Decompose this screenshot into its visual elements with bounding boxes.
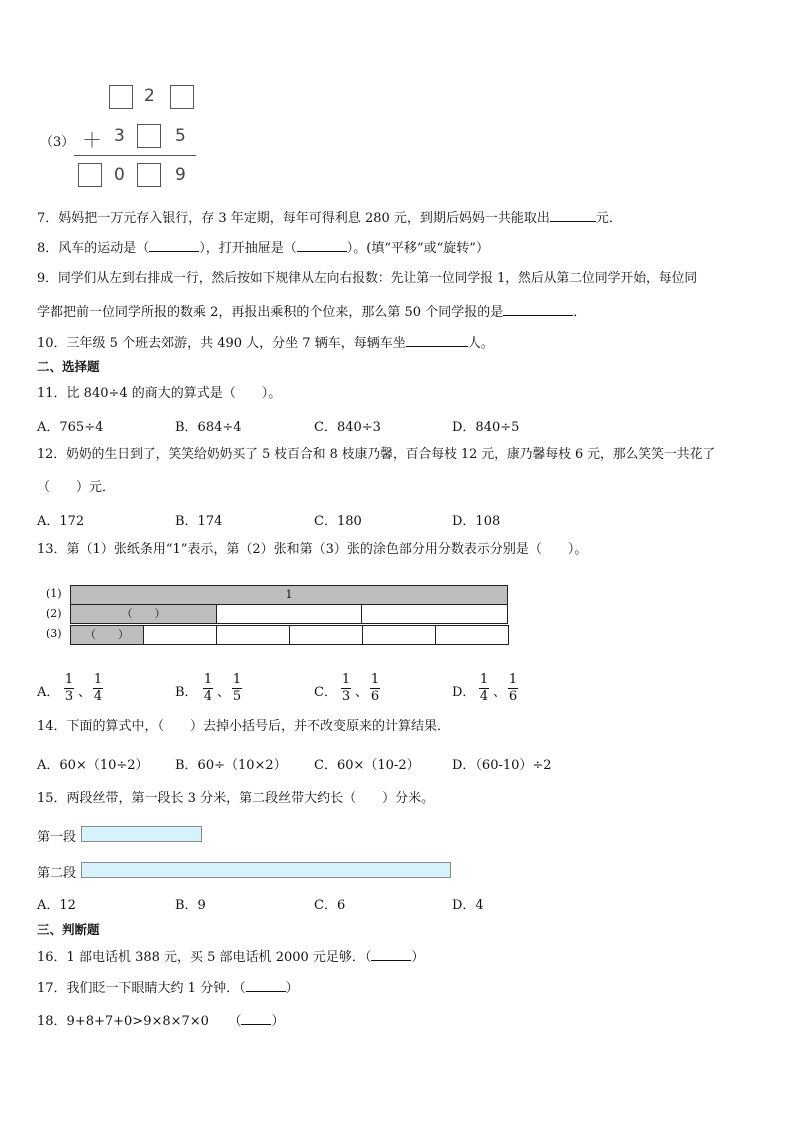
question-12-line1: 12．奶奶的生日到了，笑笑给奶奶买了 5 枝百合和 8 枝康乃馨，百合每枝 12 元，康乃馨每枝 6 元，那么笑笑一共花了 bbox=[37, 447, 716, 462]
strip-label: (3) bbox=[46, 627, 62, 640]
answer-blank[interactable] bbox=[550, 207, 596, 222]
option-b[interactable]: B．60÷（10×2） bbox=[175, 758, 287, 773]
strip-2 bbox=[70, 604, 507, 622]
digit: 9 bbox=[175, 165, 186, 185]
strip-3 bbox=[70, 625, 508, 643]
strip-cell bbox=[216, 625, 290, 645]
strip-cell bbox=[289, 625, 363, 645]
question-16: 16．1 部电话机 388 元，买 5 部电话机 2000 元足够．（ ） bbox=[37, 946, 424, 967]
strip-label: (1) bbox=[46, 587, 62, 600]
fraction: 1 3 bbox=[341, 672, 351, 704]
blank-box[interactable] bbox=[109, 85, 133, 109]
option-d[interactable]: D．（60-10）÷2 bbox=[452, 758, 552, 773]
strip-cell bbox=[435, 625, 509, 645]
answer-blank[interactable] bbox=[246, 977, 286, 992]
digit: 2 bbox=[144, 86, 155, 106]
option-a[interactable]: A．172 bbox=[37, 514, 85, 529]
question-11: 11．比 840÷4 的商大的算式是（ ）。 bbox=[37, 386, 282, 401]
blank-box[interactable] bbox=[137, 124, 161, 148]
strip-cell: 1 bbox=[70, 585, 508, 605]
plus-sign: ＋ bbox=[82, 128, 102, 152]
fraction: 1 4 bbox=[93, 672, 103, 704]
fraction: 1 4 bbox=[479, 672, 489, 704]
option-b[interactable]: B．174 bbox=[175, 514, 223, 529]
question-8: 8．风车的运动是（ ），打开抽屉是（ ）。(填“平移”或“旋转”） bbox=[37, 237, 489, 258]
section-heading: 三、判断题 bbox=[37, 922, 100, 937]
answer-blank[interactable] bbox=[406, 332, 468, 347]
answer-blank[interactable] bbox=[241, 1010, 271, 1025]
option-c[interactable]: C．180 bbox=[314, 514, 362, 529]
ribbon-2 bbox=[81, 862, 451, 878]
section-heading: 二、选择题 bbox=[37, 359, 100, 374]
strip-cell bbox=[362, 625, 436, 645]
blank-box[interactable] bbox=[170, 85, 194, 109]
question-9-line2: 学都把前一位同学所报的数乘 2，再报出乘积的个位来，那么第 50 个同学报的是 ． bbox=[37, 301, 586, 322]
fraction: 1 6 bbox=[370, 672, 380, 704]
question-14: 14．下面的算式中，（ ）去掉小括号后，并不改变原来的计算结果． bbox=[37, 719, 451, 734]
segment-label: 第二段 bbox=[37, 866, 77, 881]
strip-cell: （ ） bbox=[70, 625, 144, 645]
digit: 3 bbox=[114, 126, 125, 146]
strip-1 bbox=[70, 585, 507, 603]
strip-cell bbox=[361, 604, 508, 624]
option-a[interactable]: A．60×（10÷2） bbox=[37, 758, 149, 773]
question-7: 7．妈妈把一万元存入银行，存 3 年定期，每年可得利息 280 元，到期后妈妈一共能取出 元． bbox=[37, 207, 622, 228]
option-d[interactable]: D．840÷5 bbox=[452, 420, 520, 435]
option-c[interactable]: C．6 bbox=[314, 898, 346, 913]
answer-blank[interactable] bbox=[297, 237, 347, 252]
option-b[interactable]: B．9 bbox=[175, 898, 206, 913]
option-c[interactable]: C．60×（10-2） bbox=[314, 758, 420, 773]
strip-cell: （ ） bbox=[70, 604, 217, 624]
fraction: 1 4 bbox=[203, 672, 213, 704]
option-a[interactable]: A．765÷4 bbox=[37, 420, 104, 435]
question-12-line2: （ ）元． bbox=[37, 480, 116, 495]
option-c[interactable]: C．840÷3 bbox=[314, 420, 381, 435]
question-9-line1: 9．同学们从左到右排成一行，然后按如下规律从左向右报数：先让第一位同学报 1，然后从第二位同学开始，每位同 bbox=[37, 271, 698, 286]
problem-label: （3） bbox=[40, 135, 75, 150]
answer-blank[interactable] bbox=[371, 946, 411, 961]
strip-cell bbox=[143, 625, 217, 645]
option-d[interactable]: D．108 bbox=[452, 514, 501, 529]
sum-line bbox=[74, 155, 196, 156]
strip-label: (2) bbox=[46, 607, 62, 620]
option-b[interactable]: B．684÷4 bbox=[175, 420, 242, 435]
segment-label: 第一段 bbox=[37, 830, 77, 845]
fraction: 1 5 bbox=[232, 672, 242, 704]
ribbon-1 bbox=[81, 826, 202, 842]
question-13: 13．第（1）张纸条用“1”表示，第（2）张和第（3）张的涂色部分用分数表示分别是（ ）。 bbox=[37, 542, 588, 557]
question-10: 10．三年级 5 个班去郊游，共 490 人，分坐 7 辆车，每辆车坐 人。 bbox=[37, 332, 494, 353]
answer-blank[interactable] bbox=[503, 301, 573, 316]
fraction: 1 6 bbox=[508, 672, 518, 704]
fraction: 1 3 bbox=[64, 672, 74, 704]
blank-box[interactable] bbox=[137, 163, 161, 187]
digit: 0 bbox=[114, 165, 125, 185]
digit: 5 bbox=[175, 126, 186, 146]
blank-box[interactable] bbox=[78, 163, 102, 187]
answer-blank[interactable] bbox=[149, 237, 199, 252]
question-15: 15．两段丝带，第一段长 3 分米，第二段丝带大约长（ ）分米。 bbox=[37, 791, 435, 806]
strip-cell bbox=[216, 604, 362, 624]
option-d[interactable]: D．4 bbox=[452, 898, 484, 913]
option-a[interactable]: A．12 bbox=[37, 898, 76, 913]
question-18: 18．9+8+7+0>9×8×7×0 （ ） bbox=[37, 1010, 284, 1031]
question-17: 17．我们眨一下眼睛大约 1 分钟．（ ） bbox=[37, 977, 299, 998]
